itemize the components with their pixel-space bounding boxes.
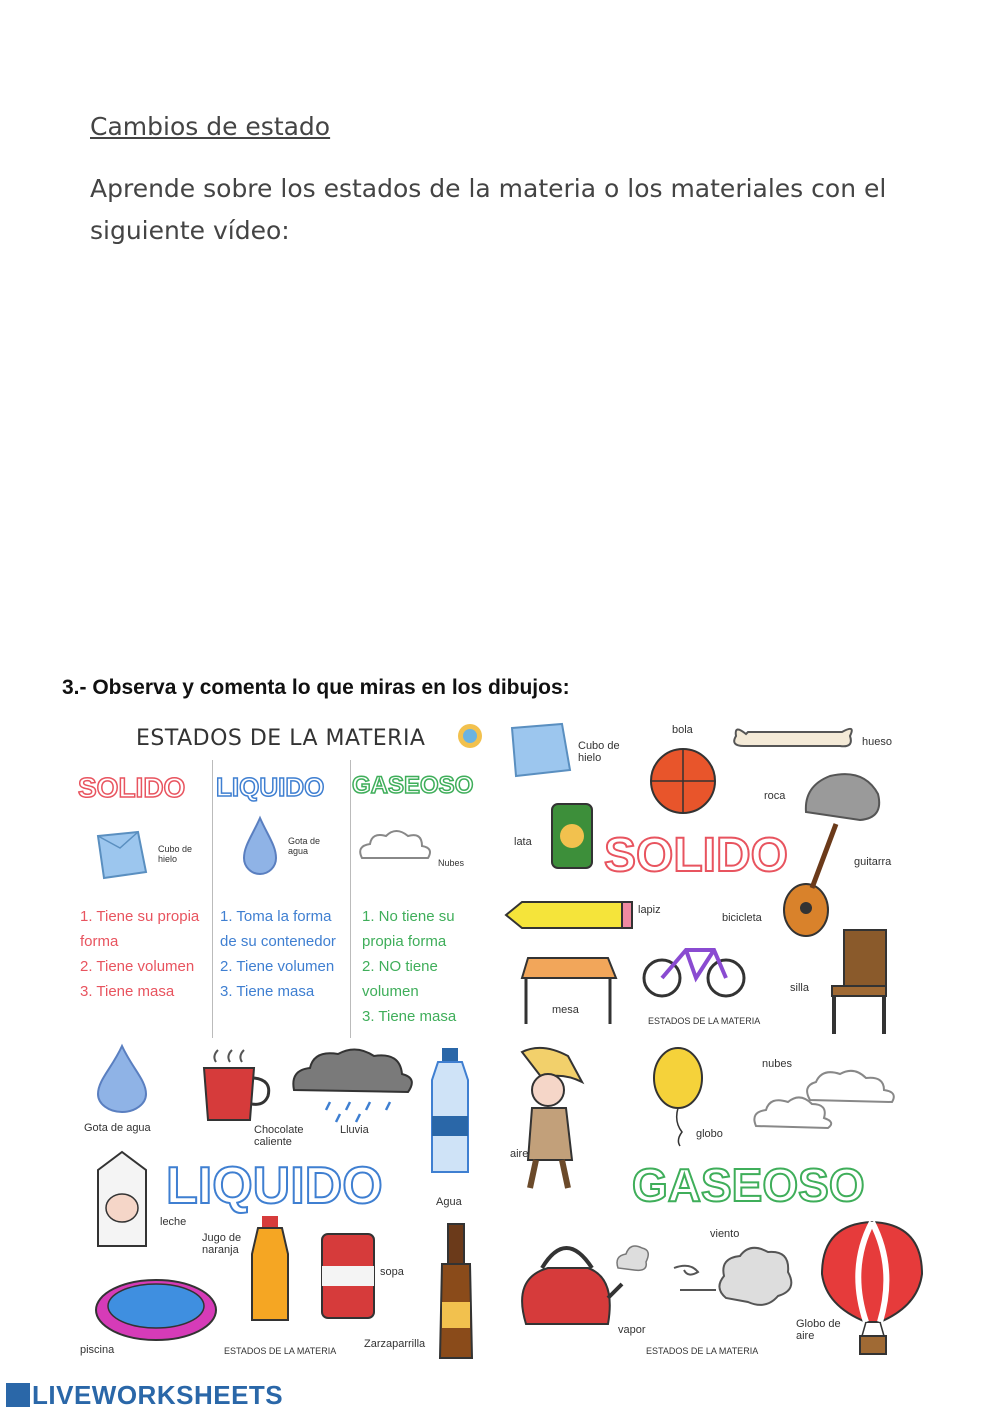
label-mesa: mesa bbox=[552, 1004, 579, 1016]
poster-title: ESTADOS DE LA MATERIA bbox=[136, 726, 426, 751]
rain-cloud-icon bbox=[290, 1046, 430, 1126]
label-piscina: piscina bbox=[80, 1344, 115, 1356]
chair-icon bbox=[824, 926, 894, 1036]
liveworksheets-logo-icon bbox=[6, 1383, 30, 1407]
label-hueso: hueso bbox=[862, 736, 892, 748]
label-globo-aire: Globo de aire bbox=[796, 1318, 841, 1342]
label-cubo-hielo: Cubo de hielo bbox=[578, 740, 620, 764]
bicycle-icon bbox=[640, 930, 750, 1000]
label-silla: silla bbox=[790, 982, 809, 994]
ice-cube-icon bbox=[506, 720, 576, 780]
poster-solido bbox=[500, 716, 940, 1042]
ball-icon bbox=[648, 746, 718, 816]
pool-icon bbox=[92, 1264, 222, 1344]
label-lata: lata bbox=[514, 836, 532, 848]
poster-estados-table bbox=[62, 716, 492, 1042]
clouds-icon bbox=[356, 824, 446, 868]
poster-footer: ESTADOS DE LA MATERIA bbox=[224, 1346, 337, 1356]
liquido-properties: 1. Toma la forma de su contenedor 2. Tiene volumen 3. Tiene masa bbox=[220, 908, 336, 1000]
wind-cloud-icon bbox=[670, 1238, 800, 1318]
poster-footer: ESTADOS DE LA MATERIA bbox=[646, 1346, 759, 1356]
label-leche: leche bbox=[160, 1216, 187, 1228]
badge-icon bbox=[456, 722, 486, 752]
section-heading: Cambios de estado bbox=[90, 112, 331, 141]
label-nubes: nubes bbox=[762, 1058, 792, 1070]
label-cubo-hielo: Cubo de hielo bbox=[158, 844, 193, 864]
heading-liquido: LIQUIDO bbox=[166, 1157, 383, 1215]
can-icon bbox=[548, 798, 598, 872]
kettle-icon bbox=[512, 1228, 622, 1328]
label-guitarra: guitarra bbox=[854, 856, 892, 868]
label-zarzaparrilla: Zarzaparrilla bbox=[364, 1338, 426, 1350]
water-bottle-icon bbox=[428, 1046, 472, 1176]
label-bicicleta: bicicleta bbox=[722, 912, 762, 924]
brand-logo: LIVEWORKSHEETS bbox=[6, 1380, 283, 1411]
column-divider bbox=[350, 760, 351, 1038]
label-aire: aire bbox=[510, 1148, 529, 1160]
poster-gaseoso bbox=[500, 1042, 940, 1368]
rock-icon bbox=[800, 768, 884, 824]
question-3: 3.- Observa y comenta lo que miras en los dibujos: bbox=[62, 676, 570, 699]
heading-solido: SOLIDO bbox=[604, 829, 789, 882]
soda-bottle-icon bbox=[436, 1222, 476, 1362]
label-vapor: vapor bbox=[618, 1324, 646, 1336]
solido-properties: 1. Tiene su propia forma 2. Tiene volumen 3. Tiene masa bbox=[80, 908, 200, 1000]
poster-footer: ESTADOS DE LA MATERIA bbox=[648, 1016, 761, 1026]
label-viento: viento bbox=[710, 1228, 740, 1240]
label-agua: Agua bbox=[436, 1196, 462, 1208]
pencil-icon bbox=[504, 898, 634, 932]
water-drop-icon bbox=[92, 1044, 152, 1114]
water-drop-icon bbox=[240, 816, 280, 876]
label-sopa: sopa bbox=[380, 1266, 404, 1278]
clouds-icon bbox=[750, 1066, 910, 1136]
wind-child-icon bbox=[502, 1042, 592, 1192]
milk-carton-icon bbox=[92, 1150, 152, 1250]
ice-cube-icon bbox=[90, 826, 150, 882]
soup-can-icon bbox=[318, 1228, 378, 1322]
label-roca: roca bbox=[764, 790, 786, 802]
label-chocolate: Chocolate caliente bbox=[254, 1124, 304, 1148]
label-jugo-naranja: Jugo de naranja bbox=[202, 1232, 242, 1256]
label-lapiz: lapiz bbox=[638, 904, 661, 916]
heading-gaseoso: GASEOSO bbox=[632, 1159, 865, 1211]
label-gota-agua: Gota de agua bbox=[84, 1122, 151, 1134]
heading-gaseoso: GASEOSO bbox=[352, 772, 474, 799]
table-icon bbox=[518, 954, 618, 1028]
label-globo: globo bbox=[696, 1128, 723, 1140]
juice-bottle-icon bbox=[248, 1214, 292, 1324]
poster-liquido bbox=[62, 1042, 492, 1368]
steam-icon bbox=[612, 1238, 652, 1278]
label-gota-agua: Gota de agua bbox=[288, 836, 321, 856]
bone-icon bbox=[730, 722, 860, 762]
column-divider bbox=[212, 760, 213, 1038]
label-nubes: Nubes bbox=[438, 858, 465, 868]
label-bola: bola bbox=[672, 724, 693, 736]
heading-solido: SOLIDO bbox=[78, 772, 186, 803]
hot-chocolate-icon bbox=[196, 1046, 276, 1126]
intro-text: Aprende sobre los estados de la materia o los materiales con el siguiente vídeo: bbox=[90, 174, 887, 245]
guitar-icon bbox=[780, 820, 840, 940]
gaseoso-properties: 1. No tiene su propia forma 2. NO tiene volumen 3. Tiene masa bbox=[362, 908, 457, 1025]
heading-liquido: LIQUIDO bbox=[216, 772, 325, 802]
label-lluvia: Lluvia bbox=[340, 1124, 369, 1136]
